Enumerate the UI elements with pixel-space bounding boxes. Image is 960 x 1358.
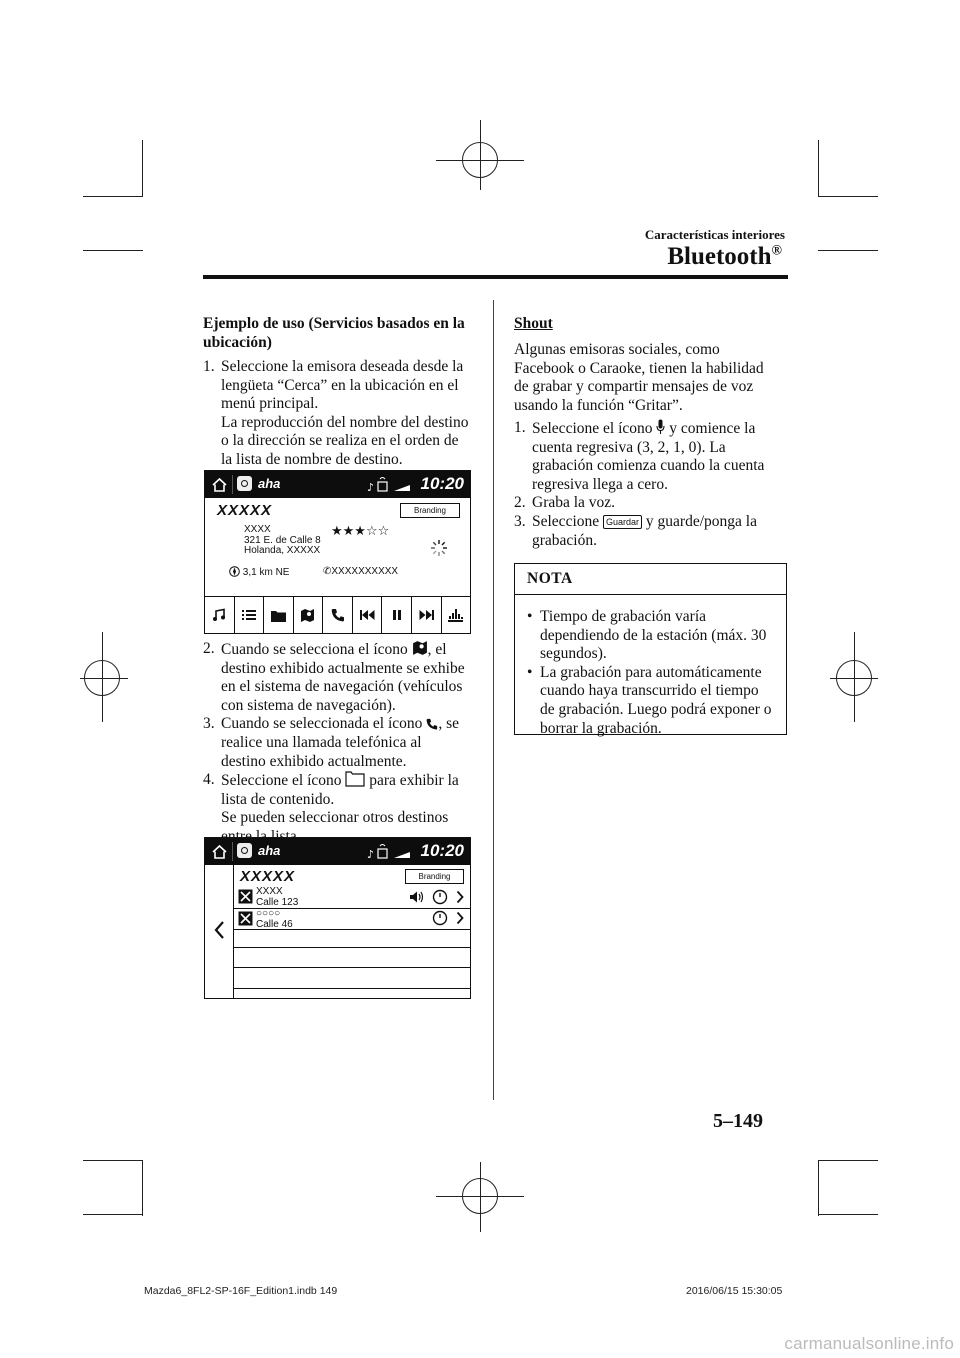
- previous-button[interactable]: [353, 597, 383, 633]
- music-icon: [212, 608, 226, 622]
- page-title: Bluetooth®: [667, 243, 782, 270]
- page-number: 5–149: [713, 1110, 763, 1132]
- list-item-empty: [234, 947, 470, 968]
- navigation-icon: [412, 640, 428, 656]
- distance-info: 3,1 km NE: [229, 566, 289, 578]
- navigation-icon: [300, 608, 315, 623]
- home-icon[interactable]: [211, 843, 228, 860]
- folder-icon: [271, 609, 286, 622]
- station-name: XXXXX: [217, 502, 273, 519]
- thumbnail-icon: [238, 911, 253, 926]
- shout-heading: Shout: [514, 315, 553, 332]
- note-bullet: • Tiempo de grabación varía dependiendo de la estación (máx. 30 segundos).: [527, 608, 767, 663]
- aha-player-screen: [204, 470, 471, 634]
- list-item[interactable]: XXXX Calle 123: [234, 886, 470, 909]
- svg-text:♪: ♪: [367, 848, 375, 861]
- step-4: 4. Seleccione el ícono para exhibir la lista de contenido. Se pueden seleccionar otros destinos: [203, 771, 459, 827]
- status-icons: [366, 843, 414, 861]
- step-3: 3. Cuando se seleccionada el ícono , se realice una llamada telefónica al destino exhibido actualmente.: [203, 715, 459, 770]
- previous-icon: [360, 609, 375, 621]
- chevron-right-icon[interactable]: [456, 911, 464, 925]
- subsection-heading: Ejemplo de uso (Servicios basados en la ubicación): [203, 315, 465, 351]
- shout-step-2: 2. Graba la voz.: [514, 494, 616, 512]
- pause-button[interactable]: [382, 597, 412, 633]
- list-item-empty: [234, 967, 470, 989]
- footer-file: Mazda6_8FL2-SP-16F_Edition1.indb 149: [144, 1285, 338, 1297]
- list-item[interactable]: ○○○○ Calle 46: [234, 908, 470, 930]
- source-name: aha: [258, 476, 281, 491]
- branding-box: Branding: [400, 503, 460, 518]
- loading-spinner-icon: [429, 538, 449, 558]
- branding-box: Branding: [405, 869, 464, 884]
- thumbnail-icon: [238, 889, 253, 904]
- registered-mark: ®: [771, 243, 782, 259]
- control-bar: [205, 596, 470, 633]
- phone-info: ✆XXXXXXXXXX: [323, 566, 399, 577]
- status-bar: [205, 471, 470, 498]
- address: XXXX 321 E. de Calle 8 Holanda, XXXXX: [244, 524, 321, 556]
- compass-icon: [229, 566, 240, 577]
- aha-icon: [237, 843, 252, 858]
- shout-step-1: 1. Seleccione el ícono y comience la cuenta regresiva (3, 2, 1, 0). La grabación comienza cuando la cuenta regresiva llega a cero.: [514, 419, 765, 493]
- header-rule: [203, 275, 788, 279]
- step-2: 2. Cuando se selecciona el ícono , el destino exhibido actualmente se exhibe en el sistema de navegación (vehículos con sistema de navegación).: [203, 640, 465, 714]
- navigation-button[interactable]: [294, 597, 324, 633]
- clock: 10:20: [420, 841, 464, 860]
- note-bullet: • La grabación para automáticamente cuando haya transcurrido el tiempo de grabación. Luego podrá exponer o borrar la grabación.: [527, 663, 772, 737]
- svg-text:♪: ♪: [367, 481, 375, 494]
- back-column[interactable]: [205, 865, 234, 998]
- phone-small-icon: ✆: [323, 566, 332, 577]
- clock-icon: [432, 910, 448, 926]
- content-list-icon: [345, 771, 365, 787]
- status-icons: [366, 476, 414, 494]
- watermark: carmanualsonline.info: [784, 1334, 954, 1353]
- clock: 10:20: [420, 474, 464, 493]
- back-chevron-icon[interactable]: [213, 920, 225, 940]
- source-name: aha: [258, 843, 281, 858]
- chevron-right-icon[interactable]: [456, 890, 464, 904]
- star-rating: [331, 523, 393, 537]
- next-icon: [419, 609, 434, 621]
- status-bar: [205, 838, 470, 865]
- steps-list-2: [203, 640, 485, 847]
- shout-intro: Algunas emisoras sociales, como Facebook o Caraoke, tienen la habilidad de grabar y compartir mensajes de voz usando la función “Gritar”.: [514, 341, 764, 414]
- station-name: XXXXX: [240, 868, 296, 885]
- phone-icon: [426, 718, 438, 730]
- list-icon: [242, 609, 256, 621]
- list-item-empty: [234, 929, 470, 948]
- list-button[interactable]: [235, 597, 265, 633]
- note-title: NOTA: [515, 564, 786, 595]
- speaker-icon: [409, 890, 425, 904]
- next-button[interactable]: [412, 597, 442, 633]
- footer-timestamp: 2016/06/15 15:30:05: [686, 1285, 783, 1297]
- shout-steps: [514, 419, 786, 550]
- clock-icon: [432, 889, 448, 905]
- shout-step-3: 3. Seleccione Guardar y guarde/ponga la grabación.: [514, 512, 757, 549]
- pause-icon: [392, 609, 402, 621]
- equalizer-icon: [448, 608, 463, 622]
- steps-list-1: [203, 358, 485, 470]
- step-1: 1. Seleccione la emisora deseada desde la lengüeta “Cerca” en la ubicación en el menú principal. La reproducción del nombre del destino o la dirección se realiza en el orden de la lista de nombre de destino.: [203, 358, 469, 468]
- music-button[interactable]: [205, 597, 235, 633]
- svg-text:★★★☆☆: ★★★☆☆: [331, 524, 390, 537]
- guardar-button[interactable]: Guardar: [603, 515, 642, 529]
- home-icon[interactable]: [211, 476, 228, 493]
- phone-icon: [331, 608, 345, 622]
- note-bullets: [527, 608, 785, 738]
- aha-list-screen: [204, 837, 471, 999]
- section-title: Características interiores: [644, 227, 785, 242]
- folder-button[interactable]: [264, 597, 294, 633]
- aha-icon: [237, 476, 252, 491]
- note-box: [514, 563, 787, 735]
- column-divider: [493, 300, 494, 1100]
- equalizer-button[interactable]: [442, 597, 471, 633]
- call-button[interactable]: [323, 597, 353, 633]
